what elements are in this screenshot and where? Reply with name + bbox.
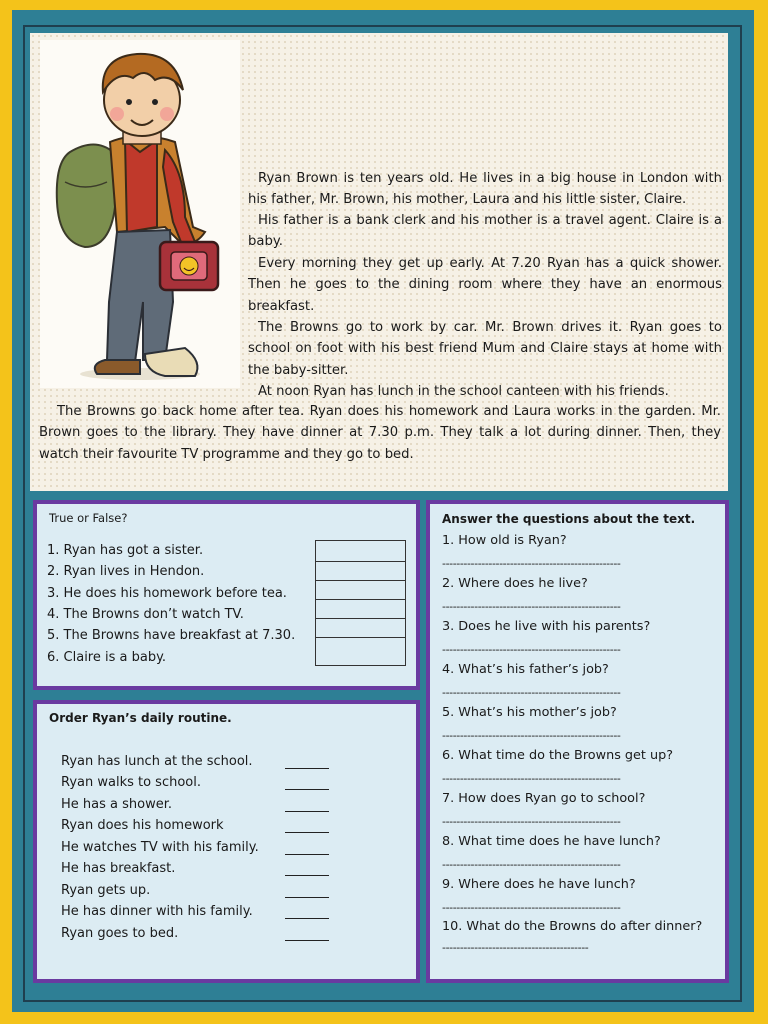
- question-answer-line-8[interactable]: --------------------------------------------------: [442, 858, 621, 871]
- questions-title: Answer the questions about the text.: [442, 512, 696, 526]
- story-paragraph-2: His father is a bank clerk and his mother is a travel agent. Claire is a baby.: [248, 213, 722, 250]
- question-answer-line-7[interactable]: --------------------------------------------------: [442, 815, 621, 828]
- order-answer-line-1[interactable]: [285, 768, 329, 769]
- true-false-item-1: 1. Ryan has got a sister.: [47, 543, 204, 558]
- order-answer-line-8[interactable]: [285, 918, 329, 919]
- order-item-5: He watches TV with his family.: [61, 840, 259, 855]
- order-answer-line-2[interactable]: [285, 789, 329, 790]
- order-item-9: Ryan goes to bed.: [61, 926, 179, 941]
- story-paragraph-5: At noon Ryan has lunch in the school canteen with his friends.: [258, 384, 669, 399]
- order-item-3: He has a shower.: [61, 797, 172, 812]
- question-8: 8. What time does he have lunch?: [442, 834, 661, 849]
- story-paragraph-6: The Browns go back home after tea. Ryan does his homework and Laura works in the garden. Mr. Brown goes to the library. They have dinner at 7.30 p.m. They talk a lot during dinner. Then, they watch their favourite TV programme and they go to bed.: [39, 404, 721, 462]
- true-false-answer-grid[interactable]: [315, 540, 406, 666]
- question-answer-line-2[interactable]: --------------------------------------------------: [442, 600, 621, 613]
- true-false-title: True or False?: [49, 511, 128, 525]
- order-item-2: Ryan walks to school.: [61, 775, 201, 790]
- order-item-1: Ryan has lunch at the school.: [61, 754, 253, 769]
- true-false-item-2: 2. Ryan lives in Hendon.: [47, 564, 205, 579]
- question-5: 5. What’s his mother’s job?: [442, 705, 617, 720]
- question-answer-line-10[interactable]: -----------------------------------------: [442, 941, 589, 954]
- question-answer-line-4[interactable]: --------------------------------------------------: [442, 686, 621, 699]
- question-answer-line-1[interactable]: --------------------------------------------------: [442, 557, 621, 570]
- boy-illustration: [45, 42, 240, 384]
- order-answer-line-9[interactable]: [285, 940, 329, 941]
- order-item-8: He has dinner with his family.: [61, 904, 253, 919]
- question-answer-line-3[interactable]: --------------------------------------------------: [442, 643, 621, 656]
- true-false-item-6: 6. Claire is a baby.: [47, 650, 167, 665]
- question-7: 7. How does Ryan go to school?: [442, 791, 646, 806]
- question-4: 4. What’s his father’s job?: [442, 662, 609, 677]
- question-6: 6. What time do the Browns get up?: [442, 748, 674, 763]
- order-routine-title: Order Ryan’s daily routine.: [49, 711, 232, 725]
- order-item-4: Ryan does his homework: [61, 818, 224, 833]
- question-3: 3. Does he live with his parents?: [442, 619, 651, 634]
- order-answer-line-6[interactable]: [285, 875, 329, 876]
- order-answer-line-5[interactable]: [285, 854, 329, 855]
- true-false-item-4: 4. The Browns don’t watch TV.: [47, 607, 244, 622]
- true-false-item-3: 3. He does his homework before tea.: [47, 586, 287, 601]
- question-9: 9. Where does he have lunch?: [442, 877, 636, 892]
- question-1: 1. How old is Ryan?: [442, 533, 567, 548]
- order-answer-line-3[interactable]: [285, 811, 329, 812]
- question-answer-line-5[interactable]: --------------------------------------------------: [442, 729, 621, 742]
- order-item-7: Ryan gets up.: [61, 883, 151, 898]
- question-answer-line-9[interactable]: --------------------------------------------------: [442, 901, 621, 914]
- question-10: 10. What do the Browns do after dinner?: [442, 919, 703, 934]
- order-item-6: He has breakfast.: [61, 861, 176, 876]
- story-paragraph-3: Every morning they get up early. At 7.20 Ryan has a quick shower. Then he goes to the dining room where they have an enormous breakfast.: [248, 256, 722, 314]
- question-2: 2. Where does he live?: [442, 576, 588, 591]
- question-answer-line-6[interactable]: --------------------------------------------------: [442, 772, 621, 785]
- order-answer-line-7[interactable]: [285, 897, 329, 898]
- story-paragraph-4: The Browns go to work by car. Mr. Brown drives it. Ryan goes to school on foot with his best friend Mum and Claire stays at home with the baby-sitter.: [248, 320, 722, 378]
- order-answer-line-4[interactable]: [285, 832, 329, 833]
- true-false-item-5: 5. The Browns have breakfast at 7.30.: [47, 628, 296, 643]
- story-paragraph-1: Ryan Brown is ten years old. He lives in a big house in London with his father, Mr. Brown, his mother, Laura and his little sister, Claire.: [248, 171, 722, 208]
